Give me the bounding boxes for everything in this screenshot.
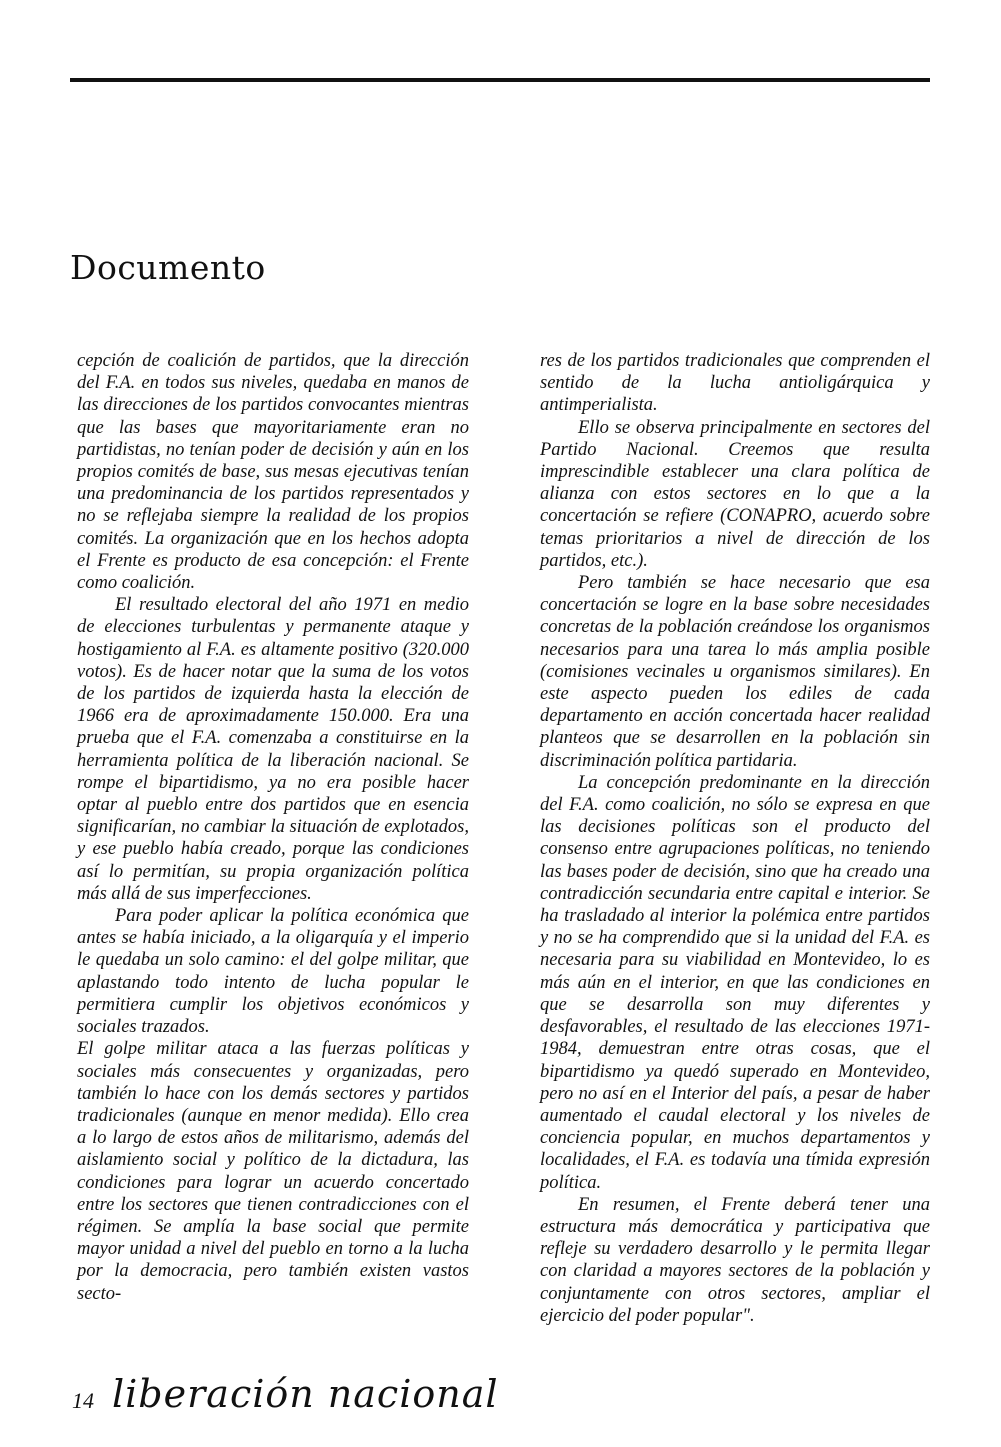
left-column [77, 350, 469, 1305]
left-paragraph-2: El resultado electoral del año 1971 en medio de elecciones turbulentas y permanente ataque y hostigamiento al F.A. es altamente positivo (320.000 votos). Es de hacer notar que la suma de los votos de los partidos de izquierda hasta la elección de 1966 era de aproximadamente 150.000. Era una prueba que el F.A. comenzaba a constituirse en la herramienta política de la liberación nacional. Se rompe el bipartidismo, ya no era posible hacer optar al pueblo entre dos partidos que en esencia significarían, no cambiar la situación de explotados, y ese pueblo había creado, porque las condiciones así lo permitían, su propia organización política más allá de sus imperfecciones. [77, 595, 469, 904]
right-paragraph-5: En resumen, el Frente deberá tener una estructura más democrática y participativa que refleje su verdadero desarrollo y le permita llegar con claridad a mayores sectores de la población y conjuntamente con otros sectores, ampliar el ejercicio del poder popular". [540, 1194, 930, 1326]
right-paragraph-4: La concepción predominante en la dirección del F.A. como coalición, no sólo se expresa en que las decisiones políticas son el producto del consenso entre agrupaciones políticas, no teniendo las bases poder de decisión, sino que ha creado una contradicción secundaria entre capital e interior. Se ha trasladado al interior la polémica entre partidos y no se ha comprendido que si la unidad del F.A. es necesaria para su viabilidad en Montevideo, lo es más aún en el interior, en que las condiciones en que se desarrolla son muy diferentes y desfavorables, el resultado de las elecciones 1971-1984, demuestran entre otras cosas, que el bipartidismo ya quedó superado en Montevideo, pero no así en el Interior del país, a pesar de haber aumentado el caudal electoral y los niveles de conciencia popular, en muchos departamentos y localidades, el F.A. es todavía una tímida expresión política. [540, 772, 930, 1193]
right-column [540, 350, 930, 1327]
masthead-logo: liberación nacional [112, 1372, 499, 1416]
right-paragraph-2: Ello se observa principalmente en sectores del Partido Nacional. Creemos que resulta imprescindible establecer una clara política de alianza con estos sectores en lo que a la concertación se refiere (CONAPRO, acuerdo sobre temas prioritarios a nivel de dirección de los partidos, etc.). [540, 417, 930, 571]
left-paragraph-1: cepción de coalición de partidos, que la dirección del F.A. en todos sus niveles, quedaba en manos de las direcciones de los partidos convocantes mientras que las bases que mayoritariamente eran no partidistas, no tenían poder de decisión y aún en los propios comités de base, sus mesas ejecutivas tenían una predominancia de los partidos representados y no se reflejaba siempre la realidad de los propios comités. La organización que en los hechos adopta el Frente es producto de esa concepción: el Frente como coalición. [77, 351, 469, 594]
right-paragraph-3: Pero también se hace necesario que esa concertación se logre en la base sobre necesidades concretas de la población creándose los organismos necesarios para una tarea lo más amplia posible (comisiones vecinales u organismos similares). En este aspecto pueden los ediles de cada departamento en acción concertada hacer realidad planteos que se desarrollen en la población sin discriminación política partidaria. [540, 573, 930, 771]
right-paragraph-1: res de los partidos tradicionales que comprenden el sentido de la lucha antioligárquica y antimperialista. [540, 351, 930, 416]
section-title: Documento [70, 248, 266, 287]
left-paragraph-3: Para poder aplicar la política económica que antes se había iniciado, a la oligarquía y el imperio le quedaba un solo camino: el del golpe militar, que aplastando todo intento de lucha popular le permitiera cumplir los objetivos económicos y sociales trazados. [77, 906, 469, 1038]
left-paragraph-4: El golpe militar ataca a las fuerzas políticas y sociales más consecuentes y organizadas, pero también lo hace con los demás sectores y partidos tradicionales (aunque en menor medida). Ello crea a lo largo de estos años de militarismo, además del aislamiento social y político de la dictadura, las condiciones para lograr un acuerdo concertado entre los sectores que tienen contradicciones con el régimen. Se amplía la base social que permite mayor unidad a nivel del pueblo en torno a la lucha por la democracia, pero también existen vastos secto- [77, 1039, 469, 1304]
page-number: 14 [72, 1388, 94, 1413]
top-rule [70, 78, 930, 82]
